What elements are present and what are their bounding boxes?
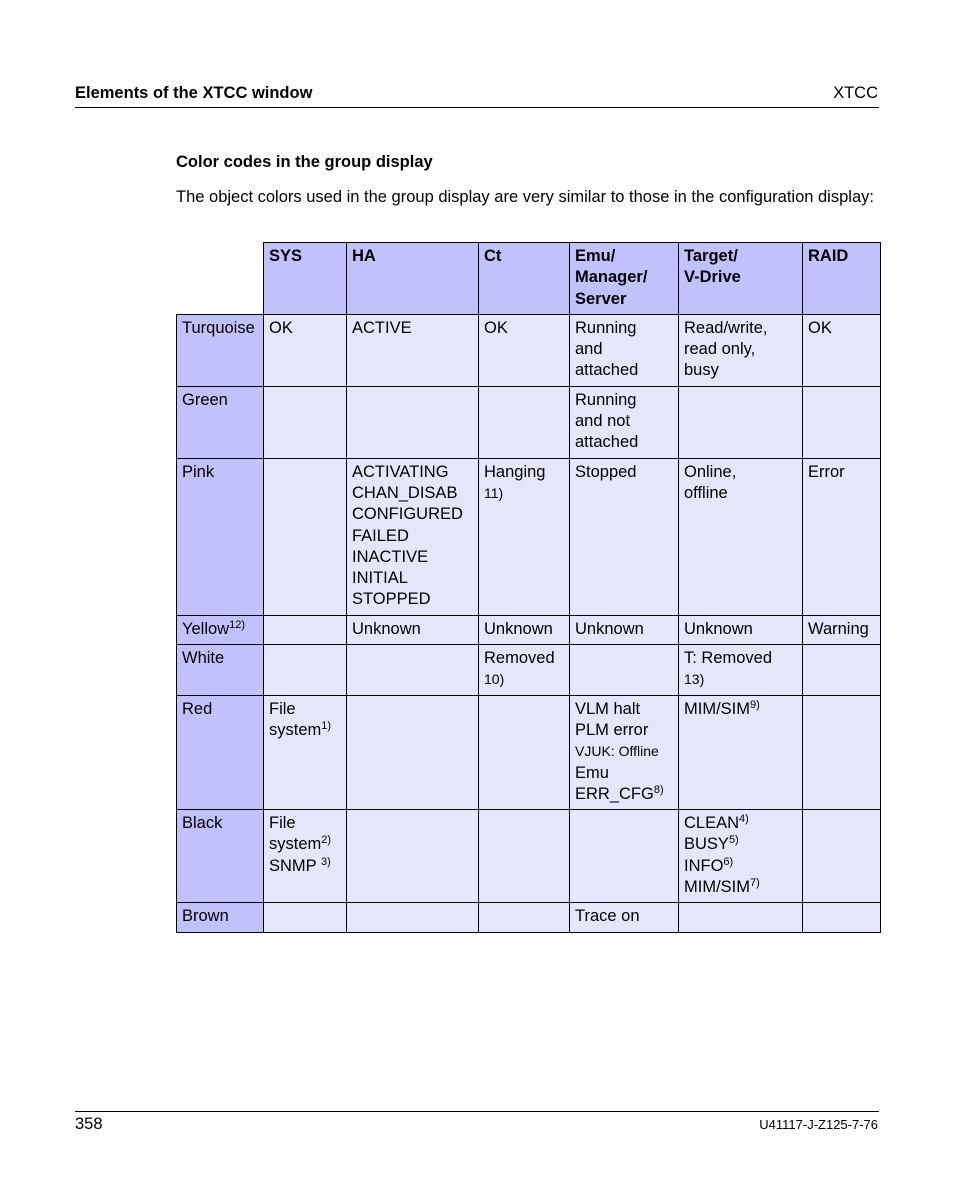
table-cell (479, 695, 570, 809)
footnote-ref: 9) (750, 698, 760, 711)
table-cell (479, 386, 570, 458)
table-cell: ACTIVATING CHAN_DISAB CONFIGURED FAILED INACTIVE INITIAL STOPPED (347, 458, 479, 615)
header-divider (75, 107, 879, 108)
table-cell: OK (264, 314, 347, 386)
row-header-pink: Pink (177, 458, 264, 615)
footnote-ref: 3) (320, 855, 331, 868)
row-header-turquoise: Turquoise (177, 314, 264, 386)
row-header-white: White (177, 645, 264, 696)
footnote-ref: 7) (750, 877, 760, 890)
table-cell (347, 695, 479, 809)
table-cell (264, 458, 347, 615)
table-cell: File system$^{2)}$ SNMP $^{3)}$ (264, 810, 347, 903)
table-cell (264, 645, 347, 696)
table-cell (264, 615, 347, 644)
table-cell (264, 903, 347, 932)
table-cell: MIM/SIM$^{9)}$ (679, 695, 803, 809)
table-cell (803, 386, 881, 458)
table-corner-cell (177, 243, 264, 315)
row-header-black: Black (177, 810, 264, 903)
footnote-ref: 1) (321, 719, 332, 732)
table-cell (479, 903, 570, 932)
table-row (177, 810, 881, 903)
table-cell (679, 386, 803, 458)
row-header-brown: Brown (177, 903, 264, 932)
table-row (177, 386, 881, 458)
footnote-ref: 11) (484, 484, 504, 501)
footnote-ref: 12) (229, 618, 245, 631)
table-cell: OK (803, 314, 881, 386)
table-cell (479, 810, 570, 903)
footnote-ref: 10) (484, 671, 505, 688)
table-cell (803, 903, 881, 932)
table-cell: Trace on (570, 903, 679, 932)
table-cell (347, 645, 479, 696)
table-row (177, 458, 881, 615)
table-cell: Online, offline (679, 458, 803, 615)
table-cell (570, 810, 679, 903)
intro-paragraph: The object colors used in the group display are very similar to those in the configuration display: (176, 188, 874, 206)
footnote-ref: 5) (728, 834, 739, 847)
footnote-ref: 4) (739, 813, 749, 826)
table-cell (347, 810, 479, 903)
running-header-title: Elements of the XTCC window (75, 84, 313, 102)
table-cell: CLEAN$^{4)}$ BUSY$^{5)}$ INFO$^{6)}$ MIM/SIM$^{7)}$ (679, 810, 803, 903)
document-id: U41117-J-Z125-7-76 (759, 1117, 878, 1132)
table-row (177, 903, 881, 932)
row-header-red: Red (177, 695, 264, 809)
table-cell (803, 645, 881, 696)
table-cell: Running and attached (570, 314, 679, 386)
table-cell (264, 386, 347, 458)
row-header-yellow: Yellow$^{12)}$ (177, 615, 264, 644)
table-cell: VLM halt PLM error VJUK: Offline Emu ERR_CFG$^{8)}$ (570, 695, 679, 809)
table-cell (679, 903, 803, 932)
table-cell: ACTIVE (347, 314, 479, 386)
footer-divider (75, 1111, 879, 1112)
column-header-ct: Ct (479, 243, 570, 315)
table-header-row (177, 243, 881, 315)
table-cell: Read/write, read only, busy (679, 314, 803, 386)
table-cell (347, 386, 479, 458)
table-cell: Running and not attached (570, 386, 679, 458)
table-cell: Unknown (479, 615, 570, 644)
table-cell: Error (803, 458, 881, 615)
column-header-ha: HA (347, 243, 479, 315)
color-codes-table (176, 242, 881, 933)
table-cell: File system$^{1)}$ (264, 695, 347, 809)
table-cell: T: Removed 13) (679, 645, 803, 696)
table-cell: Unknown (347, 615, 479, 644)
column-header-emu: Emu/ Manager/ Server (570, 243, 679, 315)
table-cell: OK (479, 314, 570, 386)
footnote-ref: 8) (653, 783, 664, 796)
table-cell (803, 810, 881, 903)
table-cell (347, 903, 479, 932)
column-header-sys: SYS (264, 243, 347, 315)
section-title: Color codes in the group display (176, 153, 433, 171)
footnote-ref: 2) (321, 834, 332, 847)
table-cell (803, 695, 881, 809)
table-cell: Removed 10) (479, 645, 570, 696)
column-header-raid: RAID (803, 243, 881, 315)
row-header-green: Green (177, 386, 264, 458)
table-cell: Stopped (570, 458, 679, 615)
table-cell: Warning (803, 615, 881, 644)
table-row (177, 645, 881, 696)
footnote-ref: 13) (684, 671, 705, 688)
footnote-ref: 6) (723, 855, 734, 868)
table-cell: Unknown (679, 615, 803, 644)
table-cell (570, 645, 679, 696)
page-number: 358 (75, 1115, 103, 1133)
table-row (177, 314, 881, 386)
table-row (177, 615, 881, 644)
running-header-chapter: XTCC (833, 84, 878, 102)
table-cell: Unknown (570, 615, 679, 644)
table-cell: Hanging 11) (479, 458, 570, 615)
column-header-target: Target/ V-Drive (679, 243, 803, 315)
table-row (177, 695, 881, 809)
